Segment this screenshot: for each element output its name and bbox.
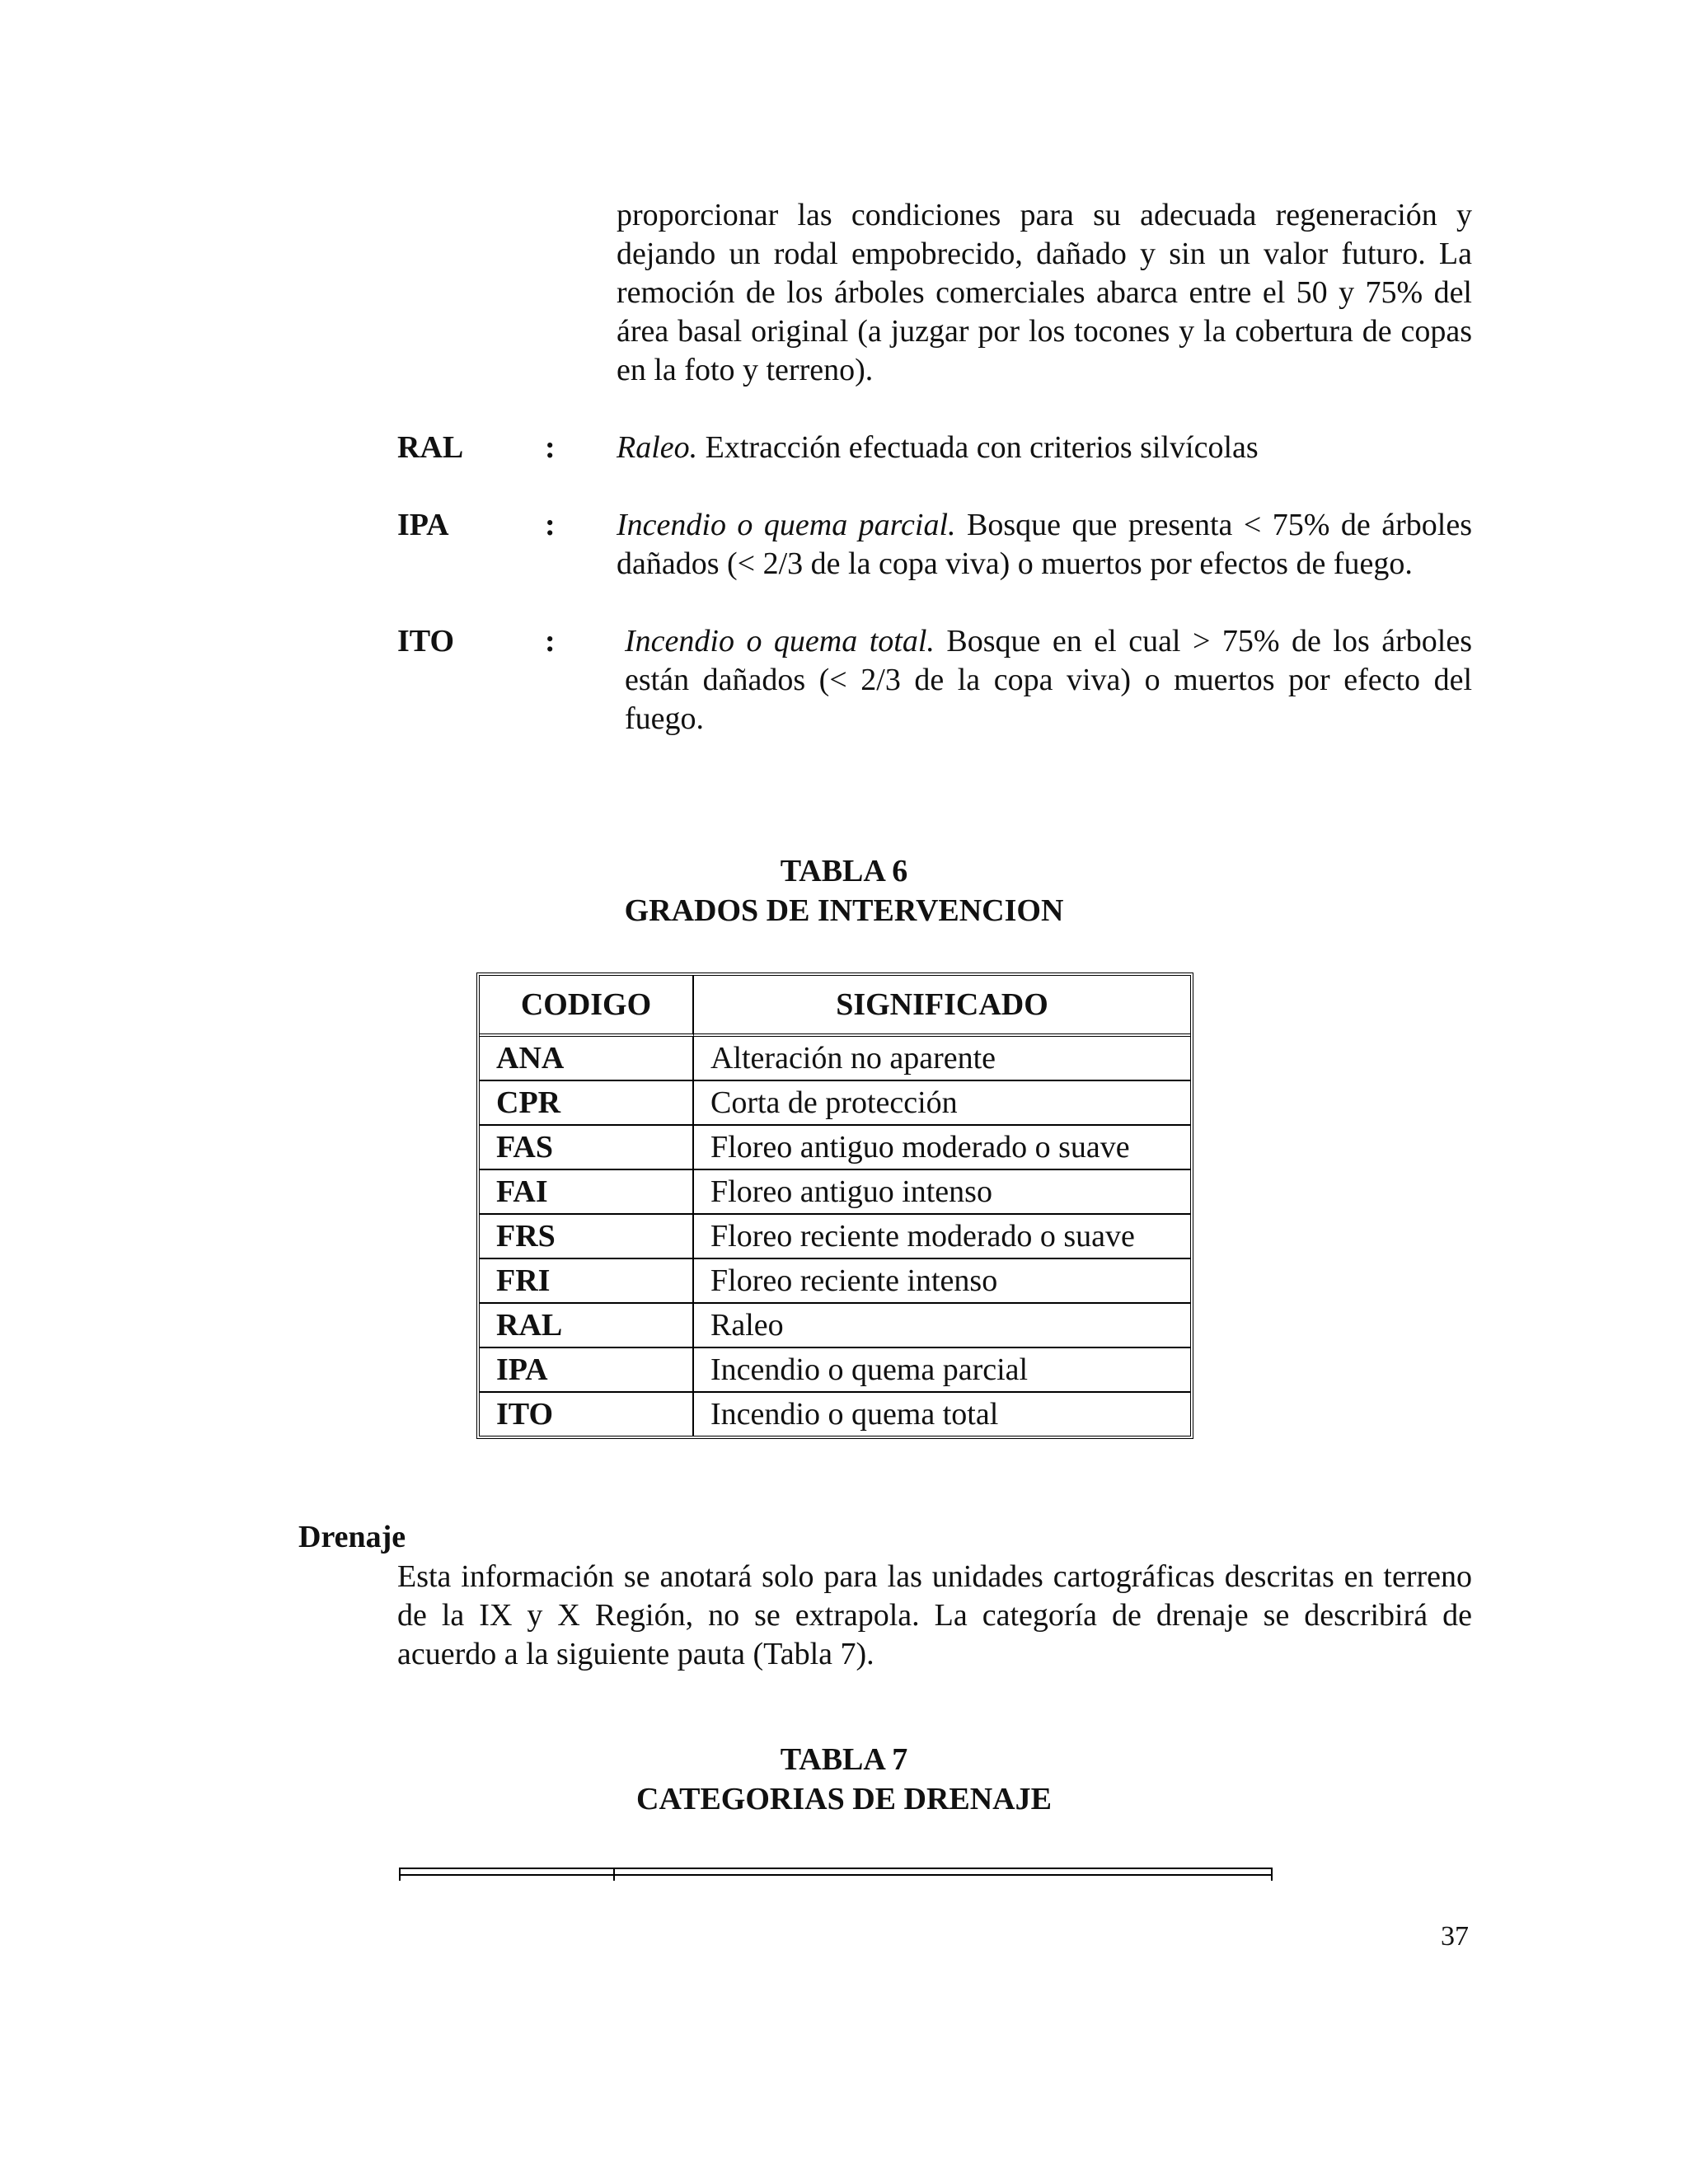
table-row: [480, 1393, 1190, 1436]
meaning-cell: Corta de protección: [694, 1081, 1190, 1126]
table-header-row: [480, 976, 1190, 1037]
definition-text: Extracción efectuada con criterios silvícolas: [697, 430, 1259, 465]
table7-title: CATEGORIAS DE DRENAJE: [636, 1782, 1052, 1816]
code-cell: CPR: [480, 1081, 694, 1126]
definition-term: Incendio o quema total.: [625, 624, 935, 658]
table6-title: GRADOS DE INTERVENCION: [624, 893, 1064, 928]
code-cell: FAS: [480, 1126, 694, 1170]
definition-text: Bosque en el cual > 75% de los árboles están dañados (< 2/3 de la copa viva) o muertos por efecto del fuego.: [625, 624, 1472, 736]
table7-right-edge: [1271, 1868, 1273, 1881]
definition-colon: :: [545, 508, 556, 542]
page-number: 37: [1441, 1921, 1469, 1952]
definition-code: ITO: [397, 624, 455, 658]
meaning-cell: Floreo antiguo intenso: [694, 1170, 1190, 1215]
definition-term: Incendio o quema parcial.: [617, 508, 956, 542]
code-cell: FAI: [480, 1170, 694, 1215]
table7-top-border: [399, 1868, 1273, 1876]
section-heading-drenaje: Drenaje: [298, 1520, 406, 1554]
definition-colon: :: [545, 430, 556, 465]
table-row: [480, 1126, 1190, 1170]
table-row: [480, 1170, 1190, 1215]
meaning-cell: Incendio o quema total: [710, 1397, 999, 1432]
definition-description: [625, 622, 1472, 738]
table-row: [480, 1037, 1190, 1081]
table7-column-divider: [613, 1868, 615, 1881]
code-cell: ANA: [480, 1037, 694, 1081]
column-header-significado: SIGNIFICADO: [694, 976, 1190, 1037]
meaning-cell: Floreo antiguo moderado o suave: [694, 1126, 1190, 1170]
definition-colon: :: [545, 624, 556, 658]
drenaje-paragraph: Esta información se anotará solo para las unidades cartográficas descritas en terreno de la IX y X Región, no se extrapola. La categoría de drenaje se describirá de acuerdo a la siguiente pauta (Tabla 7).: [397, 1559, 1472, 1671]
meaning-cell: Raleo: [694, 1304, 1190, 1348]
table-row: [480, 1348, 1190, 1393]
column-header-codigo: CODIGO: [480, 976, 694, 1037]
table-row: [480, 1215, 1190, 1259]
code-cell: FRI: [480, 1259, 694, 1304]
table-row: [480, 1081, 1190, 1126]
code-cell: RAL: [480, 1304, 694, 1348]
code-cell: FRS: [480, 1215, 694, 1259]
definition-code: RAL: [397, 430, 464, 465]
meaning-cell: Floreo reciente intenso: [694, 1259, 1190, 1304]
meaning-cell: Alteración no aparente: [694, 1037, 1190, 1081]
definition-term: Raleo.: [617, 430, 698, 465]
definition-description: [617, 429, 1472, 467]
definition-text: Bosque que presenta < 75% de árboles dañados (< 2/3 de la copa viva) o muertos por efectos de fuego.: [617, 508, 1472, 581]
table-row: [480, 1259, 1190, 1304]
table6: [476, 972, 1193, 1439]
code-cell: IPA: [480, 1348, 694, 1393]
definition-code: IPA: [397, 508, 449, 542]
code-cell: ITO: [480, 1393, 694, 1436]
table6-number: TABLA 6: [780, 854, 908, 888]
meaning-cell: Incendio o quema parcial: [694, 1348, 1190, 1393]
intro-paragraph: proporcionar las condiciones para su adecuada regeneración y dejando un rodal empobrecido, dañado y sin un valor futuro. La remoción de los árboles comerciales abarca entre el 50 y 75% del área basal original (a juzgar por los tocones y la cobertura de copas en la foto y terreno).: [617, 198, 1472, 387]
definition-description: [617, 506, 1472, 583]
table7-left-edge: [399, 1868, 401, 1881]
meaning-cell: Floreo reciente moderado o suave: [694, 1215, 1190, 1259]
table7-number: TABLA 7: [780, 1742, 908, 1777]
table-row: [480, 1304, 1190, 1348]
